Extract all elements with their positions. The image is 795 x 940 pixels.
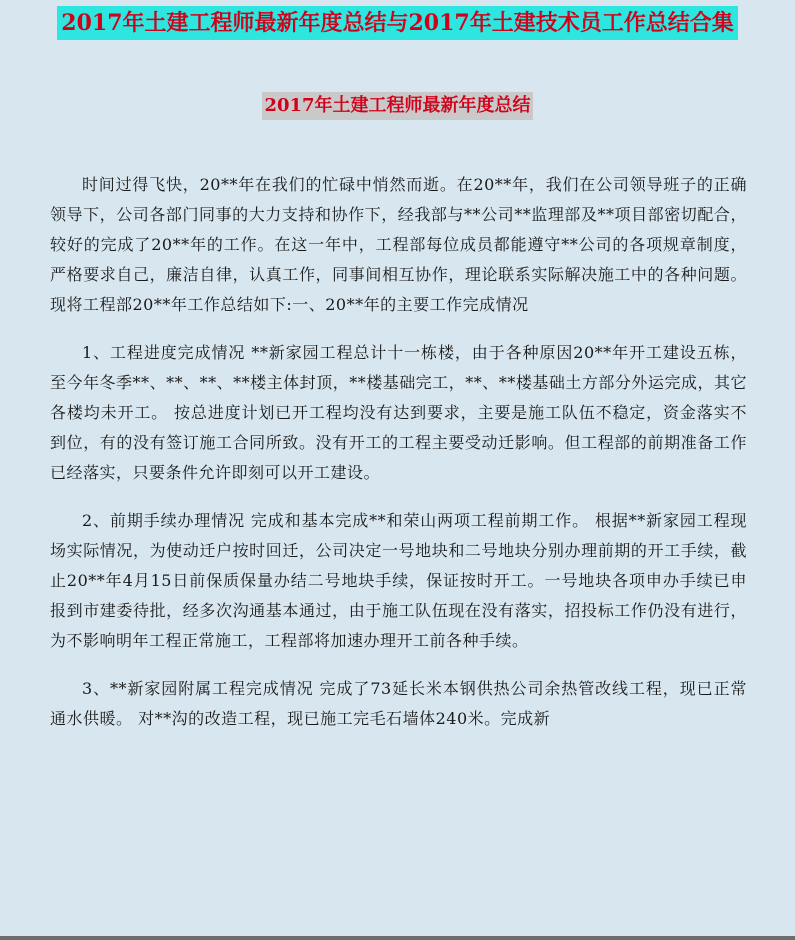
document-body bbox=[50, 170, 747, 752]
document-title: 2017年土建工程师最新年度总结与2017年土建技术员工作总结合集 bbox=[57, 6, 737, 40]
document-title-area bbox=[0, 6, 795, 40]
section-title-area bbox=[0, 92, 795, 120]
page-bottom-rule bbox=[0, 936, 795, 940]
section-title: 2017年土建工程师最新年度总结 bbox=[262, 92, 532, 120]
paragraph-intro: 时间过得飞快，20**年在我们的忙碌中悄然而逝。在20**年，我们在公司领导班子的正确领导下，公司各部门同事的大力支持和协作下，经我部与**公司**监理部及**项目部密切配合，较好的完成了20**年的工作。在这一年中，工程部每位成员都能遵守**公司的各项规章制度，严格要求自己，廉洁自律，认真工作，同事间相互协作，理论联系实际解决施工中的各种问题。 现将工程部20**年工作总结如下:一、20**年的主要工作完成情况 bbox=[50, 175, 747, 314]
paragraph-auxiliary: 3、**新家园附属工程完成情况 完成了73延长米本钢供热公司余热管改线工程，现已正常通水供暖。 对**沟的改造工程，现已施工完毛石墙体240米。完成新 bbox=[50, 679, 747, 728]
paragraph-progress: 1、工程进度完成情况 **新家园工程总计十一栋楼，由于各种原因20**年开工建设五栋，至今年冬季**、**、**、**楼主体封顶，**楼基础完工，**、**楼基础土方部分外运完成，其它各楼均未开工。 按总进度计划已开工程均没有达到要求，主要是施工队伍不稳定，资金落实不到位，有的没有签订施工合同所致。没有开工的工程主要受动迁影响。但工程部的前期准备工作已经落实，只要条件允许即刻可以开工建设。 bbox=[50, 343, 747, 482]
paragraph-procedures: 2、前期手续办理情况 完成和基本完成**和荣山两项工程前期工作。 根据**新家园工程现场实际情况，为使动迁户按时回迁，公司决定一号地块和二号地块分别办理前期的开工手续，截止20**年4月15日前保质保量办结二号地块手续，保证按时开工。一号地块各项申办手续已申报到市建委待批，经多次沟通基本通过，由于施工队伍现在没有落实，招投标工作仍没有进行，为不影响明年工程正常施工，工程部将加速办理开工前各种手续。 bbox=[50, 511, 747, 650]
